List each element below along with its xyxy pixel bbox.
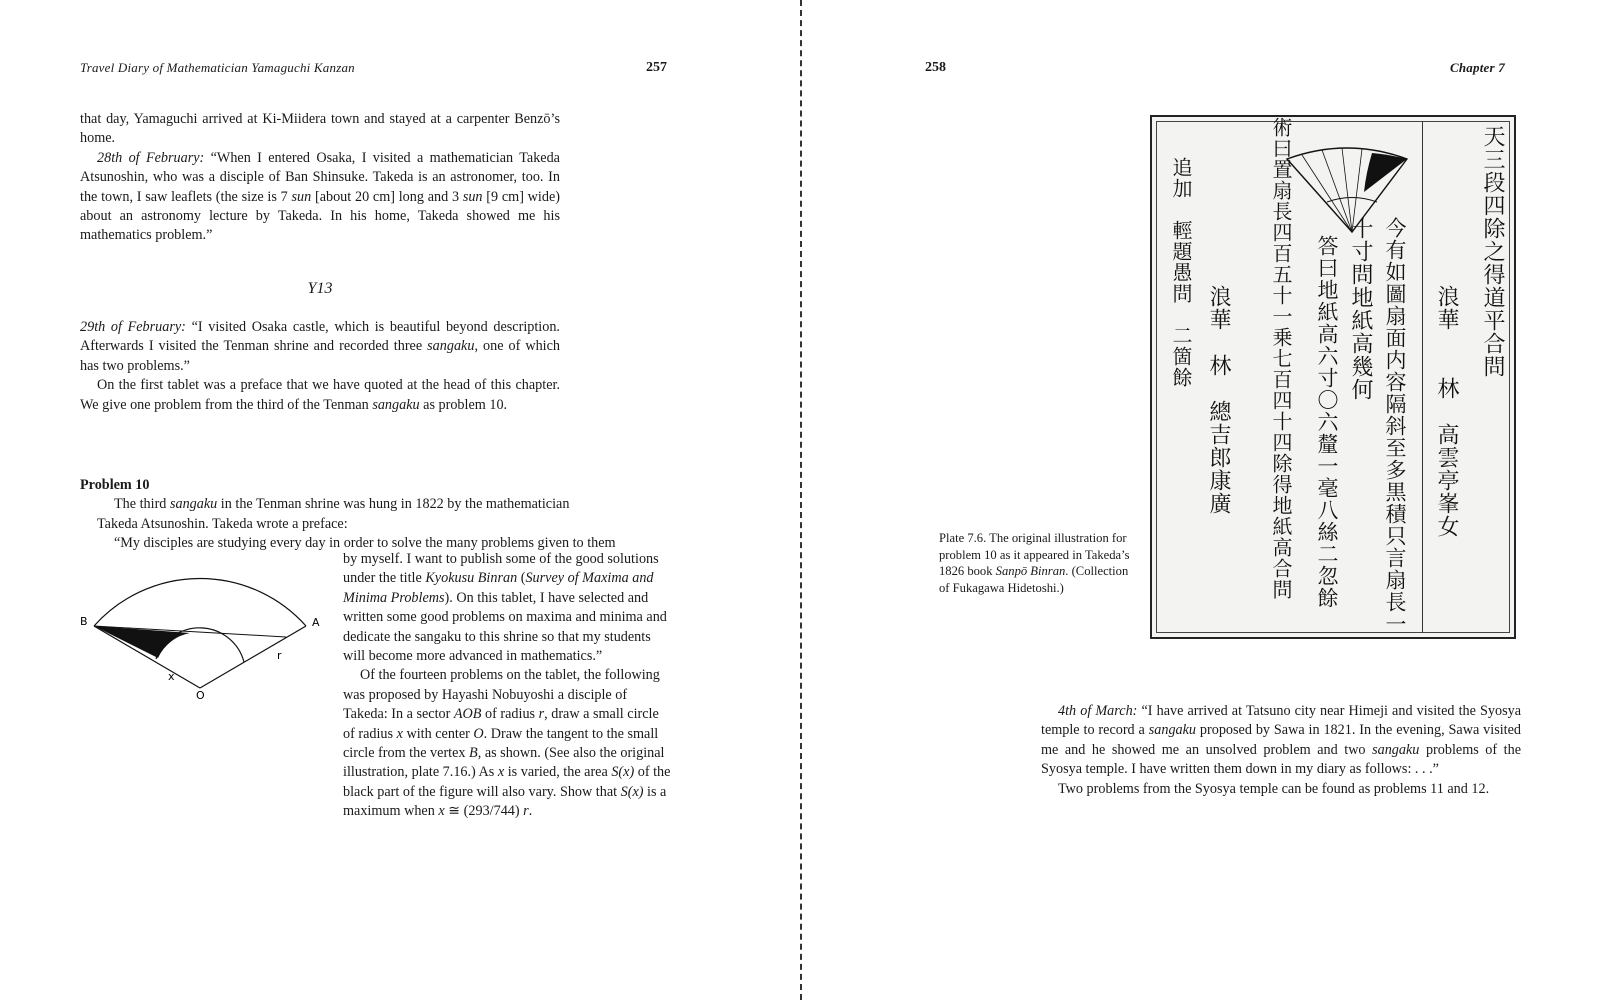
var-sx-2: S(x) <box>620 783 644 800</box>
desc-g: is varied, the area <box>504 764 612 781</box>
plate-column-6: 術曰置扇長四百五十一乗七百四十四除得地紙高合問 <box>1269 117 1293 600</box>
date-4-march: 4th of March: <box>1058 703 1138 719</box>
paragraph-syosya: Two problems from the Syosya temple can be found as problems 11 and 12. <box>1058 780 1490 797</box>
problem-line-3: “My disciples are studying every day in order to solve the many problems given to them <box>114 535 616 552</box>
paragraph-3-text: “I visited Osaka castle, which is beautiful beyond description. Afterwards I visited the Tenman shrine and recorded three <box>80 319 560 355</box>
problem-10-body <box>343 550 673 822</box>
var-o: O <box>473 725 484 742</box>
term-sangaku: sangaku <box>427 338 475 355</box>
plate-caption <box>939 530 1139 596</box>
paragraph-2-text: “When I entered Osaka, I visited a mathematician Takeda Atsunoshin, who was a disciple of Ban Shinsuke. Takeda is an astronomer, too. In the town, I saw leaflets (the size is 7 <box>80 149 560 205</box>
plate-column-8: 追加 輕題愚問 二箇餘 <box>1169 157 1193 388</box>
caption-a: Plate 7.6. The original illustration for problem 10 as it appeared in Takeda’s 1826 book <box>939 531 1130 578</box>
march-c: problems of the Syosya temple. I have written them down in my diary as follows: . . .” <box>1041 741 1522 778</box>
running-head-left: Travel Diary of Mathematician Yamaguchi Kanzan <box>80 60 355 75</box>
paragraph-4-a: On the first tablet was a preface that we have quoted at the head of this chapter. We give one problem from the third of the Tenman <box>80 377 560 413</box>
book-subtitle: Survey of Maxima and Minima Problems <box>343 570 654 606</box>
paragraph-4 <box>80 376 560 415</box>
paragraph-4-b: as problem 10. <box>419 396 508 413</box>
paragraph-march-4 <box>1041 702 1521 780</box>
problem-10-head <box>80 476 680 554</box>
quote-c: ). On this tablet, I have selected and written some good problems on maxima and minima and dedicate the sangaku to this shrine so that my students will become more advanced in mathematics.” <box>343 589 667 665</box>
paragraph-2 <box>80 149 560 246</box>
problem-line-2: Takeda Atsunoshin. Takeda wrote a preface: <box>97 515 348 532</box>
term-sangaku-5: sangaku <box>1372 741 1420 758</box>
unit-sun: sun <box>291 188 312 205</box>
y13-text <box>80 318 560 415</box>
var-x-2: x <box>497 764 505 781</box>
var-aob: AOB <box>453 706 482 723</box>
date-29-feb: 29th of February: <box>80 319 186 335</box>
quote-text <box>343 550 673 666</box>
problem-title: Problem 10 <box>80 477 150 493</box>
desc-e: . Draw the tangent to the small circle from the vertex <box>343 725 659 762</box>
desc-j: ≅ (293/744) <box>444 803 524 820</box>
label-b: B <box>80 615 88 628</box>
term-sangaku-3: sangaku <box>169 496 218 513</box>
date-28-feb: 28th of February: <box>97 149 205 166</box>
plate-column-5: 答曰地紙高六寸〇六釐一毫八絲二忽餘 <box>1315 235 1339 609</box>
march-b: proposed by Sawa in 1821. In the evening, Sawa visited me and he showed me an unsolved problem and two <box>1041 722 1521 758</box>
march-text <box>1041 702 1521 799</box>
problem-line-1-a: The third <box>114 496 170 513</box>
plate-column-1: 天三段四除之得道平合問 <box>1480 125 1505 378</box>
running-head-right: Chapter 7 <box>1450 60 1505 75</box>
march-a: “I have arrived at Tatsuno city near Himeji and visited the Syosya temple to record a <box>1041 703 1521 739</box>
quote-b: ( <box>517 570 526 587</box>
var-b: B <box>469 745 478 762</box>
var-r-2: r <box>523 803 529 820</box>
paragraph-3 <box>80 318 560 376</box>
unit-sun-2: sun <box>462 188 483 205</box>
label-r: r <box>277 649 282 662</box>
paragraph-3-end: , one of which has two problems.” <box>80 338 560 374</box>
label-o: O <box>196 689 205 702</box>
book-title-kyokusu-binran: Kyokusu Binran <box>425 570 518 587</box>
var-r: r <box>538 706 545 723</box>
paragraph-1: that day, Yamaguchi arrived at Ki-Miidera town and stayed at a carpenter Benzō’s home. <box>80 111 560 147</box>
sector-figure <box>78 555 328 705</box>
problem-description <box>343 666 673 821</box>
term-sangaku-2: sangaku <box>372 396 420 413</box>
plate-column-2: 浪華 林 高雲亭峯女 <box>1434 285 1459 538</box>
plate-7-6-illustration <box>1150 115 1516 639</box>
paragraph-2-mid: [about 20 cm] long and 3 <box>311 188 463 205</box>
caption-b: . (Collection of Fukagawa Hidetoshi.) <box>939 564 1129 595</box>
page-number-left: 257 <box>646 60 667 75</box>
plate-column-rule <box>1422 121 1423 633</box>
page-number-right: 258 <box>925 60 946 75</box>
paragraph-2-end: [9 cm] wide) about an astronomy lecture by Takeda. In his home, Takeda showed me his mathematics problem.” <box>80 188 560 244</box>
intro-text <box>80 110 560 246</box>
desc-i: is a maximum when <box>343 783 667 820</box>
desc-f: , as shown. (See also the original illustration, plate 7.16.) As <box>343 745 665 781</box>
desc-b: of radius <box>481 706 539 723</box>
section-label-y13: Y13 <box>307 280 333 297</box>
desc-k: . <box>528 803 533 820</box>
plate-column-7: 浪華 林 總吉郎康廣 <box>1206 285 1231 515</box>
plate-column-3: 今有如圖扇面内容隔斜至多黒積只言扇長一 <box>1383 217 1407 635</box>
sector-arc <box>94 578 306 626</box>
var-sx: S(x) <box>611 764 635 781</box>
quote-a: by myself. I want to publish some of the good solutions under the title <box>343 551 659 587</box>
desc-d: with center <box>402 725 474 742</box>
problem-line-1 <box>80 495 680 514</box>
plate-column-4: 十寸問地紙高幾何 <box>1348 217 1373 401</box>
caption-book-title: Sanpō Binran <box>995 564 1066 578</box>
desc-h: of the black part of the figure will also vary. Show that <box>343 764 671 800</box>
label-x: x <box>168 670 175 683</box>
desc-a: Of the fourteen problems on the tablet, the following was proposed by Hayashi Nobuyoshi a disciple of Takeda: In a sector <box>343 667 660 723</box>
problem-line-1-b: in the Tenman shrine was hung in 1822 by the mathematician <box>217 496 570 513</box>
page-gutter-divider <box>800 0 802 1000</box>
term-sangaku-4: sangaku <box>1148 722 1197 739</box>
desc-c: , draw a small circle of radius <box>343 706 659 742</box>
var-x: x <box>396 725 403 742</box>
label-a: A <box>312 616 320 629</box>
var-x-3: x <box>438 803 445 820</box>
